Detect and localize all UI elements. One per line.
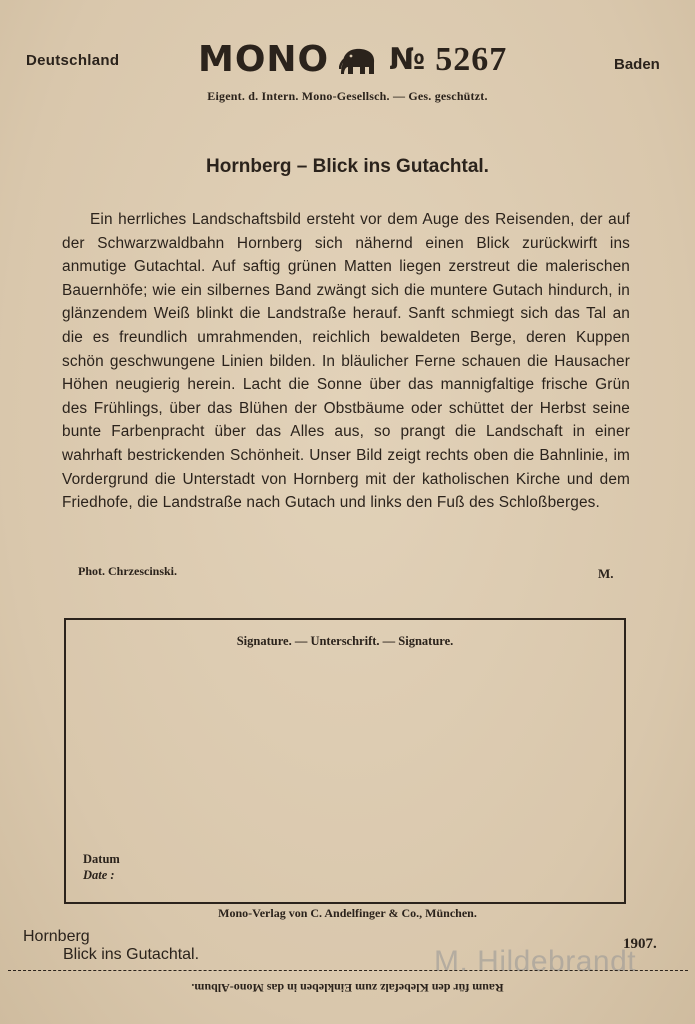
description-text: Ein herrliches Landschaftsbild ersteht vor dem Auge des Reisenden, der auf der Schwarzwaldbahn Hornberg sich nähernd einen Blick zurückwirft ins anmutige Gutachtal. Auf saftig grünen Matten liegen zerstreut die malerischen Bauernhöfe; wie ein silbernes Band zwängt sich die muntere Gutach hindurch, in glänzendem Weiß blinkt die Landstraße herauf. Sanft schmiegt sich das Tal an die es freundlich umrahmenden, reichlich bewaldeten Berge, deren Kuppen schön geschwungene Linien bilden. In bläulicher Ferne schauen die Hausacher Höhen neugierig herein. Lacht die Sonne über das mannigfaltige frische Grün des Frühlings, über das Blühen der Obstbäume oder schüttet der Herbst seine bunte Farbenpracht über das Alles aus, so prangt die Landschaft in einer wahrhaft bestrickenden Schönheit. Unser Bild zeigt rechts oben die Bahnlinie, im Vordergrund die Unterstadt von Hornberg mit der katholischen Kirche und dem Friedhofe, die Landstraße nach Gutach und links den Fuß des Schloßberges.: [62, 211, 630, 512]
signature-label: Signature. — Unterschrift. — Signature.: [236, 634, 454, 648]
album-note-upside-down: Raum für den Klebefalz zum Einkleben in das Mono-Album.: [191, 981, 504, 995]
card-number: 5267: [435, 41, 508, 78]
elephant-icon: [339, 43, 379, 77]
cut-line: [8, 970, 688, 971]
number-prefix: №: [389, 42, 426, 77]
brand-logo: [198, 38, 507, 82]
date-label-de: Datum: [83, 852, 120, 866]
signature-box: [64, 618, 626, 904]
author-initial: M.: [598, 566, 614, 581]
brand-name: MONO: [198, 39, 330, 80]
publisher-line: Mono-Verlag von C. Andelfinger & Co., München.: [218, 906, 477, 920]
region-label: Baden: [614, 56, 660, 73]
photo-credit: Phot. Chrzescinski.: [78, 564, 177, 578]
year-label: 1907.: [623, 936, 657, 952]
date-label-fr: Date :: [83, 868, 115, 882]
card-title: Hornberg – Blick ins Gutachtal.: [206, 156, 489, 177]
caption-place: Hornberg: [23, 928, 90, 945]
country-label: Deutschland: [26, 52, 120, 69]
ownership-notice: Eigent. d. Intern. Mono-Gesellsch. — Ges. geschützt.: [207, 89, 488, 103]
watermark: M. Hildebrandt: [434, 945, 637, 978]
caption-view: Blick ins Gutachtal.: [63, 946, 200, 963]
